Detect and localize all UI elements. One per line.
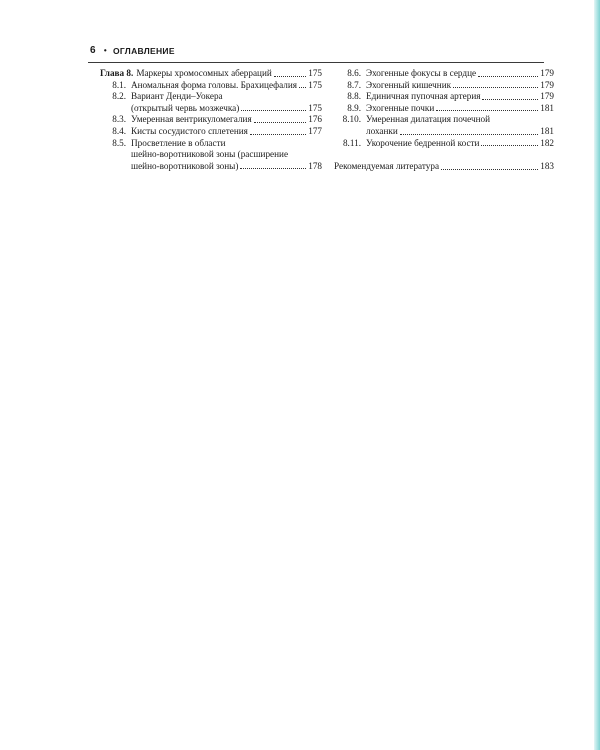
chapter-title: Маркеры хромосомных аберраций — [136, 68, 272, 78]
entry-number: 8.5. — [112, 137, 126, 148]
entry-page: 179 — [540, 79, 554, 90]
references-title: Рекомендуемая литература — [334, 161, 440, 172]
entry-page: 175 — [308, 102, 322, 113]
toc-entry[interactable] — [334, 138, 554, 150]
entry-title-line: Укорочение бедренной кости — [366, 137, 480, 148]
entry-title-line: Эхогенные почки — [366, 102, 435, 113]
toc-entry[interactable] — [334, 80, 554, 92]
entry-page: 179 — [540, 91, 554, 102]
entry-number: 8.4. — [112, 125, 126, 136]
page-number: 6 — [90, 45, 96, 56]
toc-entry[interactable] — [100, 138, 322, 173]
references-page: 183 — [540, 161, 554, 172]
leader-dots — [254, 122, 307, 123]
entry-number: 8.1. — [112, 79, 126, 90]
toc-entry[interactable] — [100, 114, 322, 126]
entry-number: 8.8. — [347, 91, 361, 102]
leader-dots — [250, 134, 306, 135]
chapter-label: Глава 8. — [100, 68, 134, 78]
entry-page: 179 — [540, 68, 554, 78]
chapter-page: 175 — [308, 68, 322, 78]
entry-page: 178 — [308, 160, 322, 171]
header-title: ОГЛАВЛЕНИЕ — [112, 45, 175, 56]
leader-dots — [481, 145, 538, 146]
leader-dots — [436, 110, 538, 111]
entry-title-line: Просветление в области — [131, 137, 226, 148]
entry-page: 175 — [308, 79, 322, 90]
entry-number: 8.10. — [342, 114, 361, 125]
toc-entry[interactable] — [100, 91, 322, 114]
entry-number: 8.11. — [342, 137, 361, 148]
toc-references[interactable] — [334, 161, 554, 173]
toc-entry[interactable] — [334, 91, 554, 103]
toc-entry[interactable] — [334, 68, 554, 80]
leader-dots — [274, 76, 306, 77]
entry-number: 8.3. — [112, 114, 126, 125]
entry-title-line: Умеренная вентрикуломегалия — [131, 114, 252, 125]
toc-left-column — [100, 68, 322, 172]
leader-dots — [400, 134, 538, 135]
toc-entry[interactable] — [334, 114, 554, 137]
leader-dots — [453, 87, 538, 88]
entry-title-line: Аномальная форма головы. Брахицефалия — [131, 79, 297, 90]
toc-entry[interactable] — [100, 80, 322, 92]
entry-title-line: Единичная пупочная артерия — [366, 91, 481, 102]
entry-title-line: шейно-воротниковой зоны) — [131, 160, 239, 171]
entry-page: 182 — [540, 137, 554, 148]
entry-page: 177 — [308, 125, 322, 136]
entry-title-line: (открытый червь мозжечка) — [131, 102, 240, 113]
running-header — [90, 45, 175, 56]
toc-entry[interactable] — [334, 103, 554, 115]
entry-title-line: Эхогенный кишечник — [366, 79, 452, 90]
leader-dots — [478, 76, 538, 77]
page-edge-decoration — [594, 0, 600, 750]
toc-entry[interactable] — [100, 126, 322, 138]
header-rule — [88, 62, 544, 63]
entry-number: 8.9. — [347, 102, 361, 113]
toc-right-column — [334, 68, 554, 173]
entry-number: 8.2. — [112, 91, 126, 102]
entry-number: 8.7. — [347, 79, 361, 90]
entry-title-line: Эхогенные фокусы в сердце — [366, 68, 477, 78]
entry-page: 181 — [540, 125, 554, 136]
entry-title-line: Кисты сосудистого сплетения — [131, 125, 248, 136]
entry-page: 176 — [308, 114, 322, 125]
toc-chapter[interactable] — [100, 68, 322, 80]
bullet-icon: • — [103, 46, 107, 55]
leader-dots — [482, 99, 538, 100]
entry-title-line: шейно-воротниковой зоны (расширение — [131, 149, 289, 160]
entry-title-line: лоханки — [366, 125, 398, 136]
entry-title-line: Умеренная дилатация почечной — [366, 114, 491, 125]
leader-dots — [240, 168, 306, 169]
leader-dots — [441, 169, 538, 170]
leader-dots — [241, 110, 306, 111]
leader-dots — [299, 87, 306, 88]
entry-page: 181 — [540, 102, 554, 113]
entry-title-line: Вариант Денди–Уокера — [131, 91, 223, 102]
entry-number: 8.6. — [347, 68, 361, 78]
